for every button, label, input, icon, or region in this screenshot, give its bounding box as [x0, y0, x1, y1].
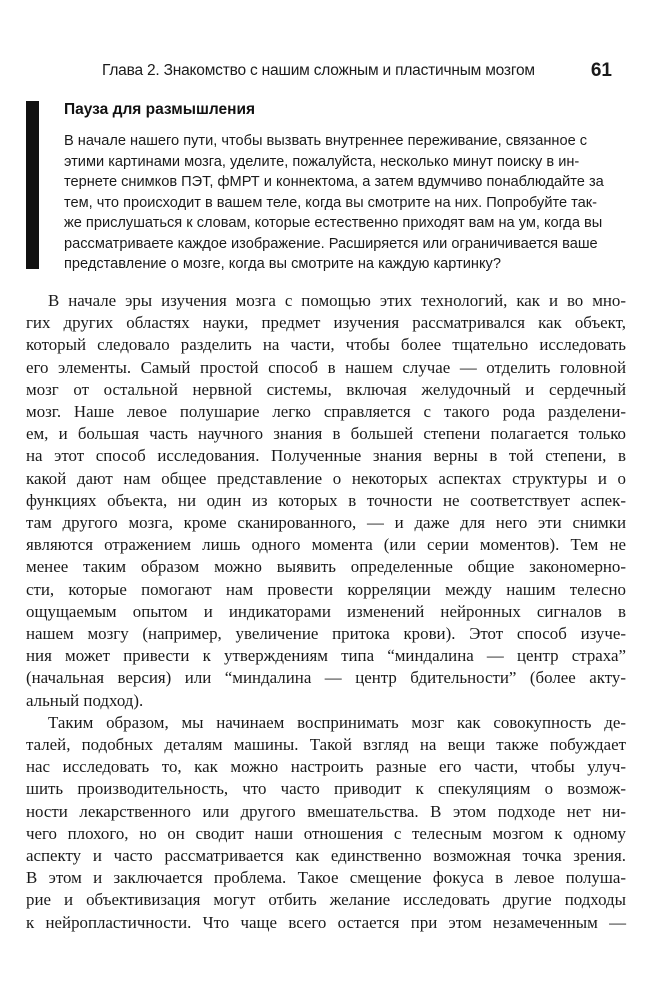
reflection-line: тем, что происходит в вашем теле, когда вы смотрите на них. Попробуйте так- — [64, 194, 598, 211]
text-line: который следовало разделить на части, чтобы более тщательно исследовать — [26, 335, 626, 355]
text-line: В этом и заключается проблема. Такое смещение фокуса в левое полуша- — [26, 868, 626, 888]
reflection-text — [64, 131, 626, 275]
running-header — [102, 60, 612, 84]
paragraph — [26, 712, 626, 934]
text-line: мозг от остальной нервной системы, включая желудочный и сердечный — [26, 379, 626, 399]
text-line: ем, и большая часть научного знания в большей степени полагается только — [26, 424, 626, 444]
reflection-line: же прислушаться к словам, которые естественно приходят вам на ум, когда вы — [64, 215, 603, 231]
reflection-line: этими картинами мозга, уделите, пожалуйста, несколько минут поиску в ин- — [64, 153, 580, 170]
text-line: к нейропластичности. Что чаще всего остается при этом незамеченным — — [26, 912, 626, 932]
text-line: альный подход). — [26, 690, 144, 710]
text-line: функциях объекта, ни один из которых в точности не соответствует аспек- — [26, 490, 626, 510]
text-line: ощущаемым опытом и индикаторами изменений нейронных сигналов в — [26, 601, 626, 621]
text-line: на этот способ исследования. Полученные знания верны в той степени, в — [26, 446, 626, 466]
text-line: Таким образом, мы начинаем воспринимать мозг как совокупность де- — [48, 712, 626, 732]
chapter-title: Глава 2. Знакомство с нашим сложным и пластичным мозгом — [102, 62, 535, 79]
paragraph — [26, 290, 626, 712]
reflection-line: тернете снимков ПЭТ, фМРТ и коннектома, а затем вдумчиво понаблюдайте за — [64, 174, 604, 190]
reflection-title: Пауза для размышления — [64, 101, 256, 118]
text-line: там другого мозга, кроме сканированного, — и даже для него эти снимки — [26, 513, 626, 533]
text-line: чего плохого, но он сводит наши отношения с телесным мозгом к одному — [26, 823, 626, 843]
text-line: ния может привести к утверждениям типа “миндалина — центр страха” — [26, 646, 626, 666]
reflection-box — [26, 101, 626, 273]
text-line: нас исследовать то, как можно настроить разные его части, чтобы улуч- — [26, 757, 626, 777]
reflection-line: представление о мозге, когда вы смотрите на каждую картинку? — [64, 256, 501, 272]
text-line: талей, подобных деталям машины. Такой взгляд на вещи также побуждает — [26, 735, 626, 755]
text-line: его элементы. Самый простой способ в нашем случае — отделить головной — [26, 357, 626, 377]
text-line: являются отражением лишь одного момента (или серии моментов). Тем не — [26, 535, 626, 555]
text-line: мозг. Наше левое полушарие легко справляется с такого рода разделени- — [26, 402, 626, 422]
text-line: какой дают нам общее представление о некоторых аспектах структуры и о — [26, 468, 626, 488]
text-line: гих других областях науки, предмет изучения рассматривался как объект, — [26, 313, 626, 333]
text-line: (начальная версия) или “миндалина — центр бдительности” (более акту- — [26, 668, 626, 688]
sidebar-accent-bar — [26, 101, 39, 269]
text-line: сти, которые помогают нам провести корреляции между нашим телесно — [26, 579, 626, 599]
text-line: нашем мозгу (например, увеличение притока крови). Этот способ изуче- — [26, 624, 626, 644]
page-number: 61 — [590, 60, 612, 81]
text-line: аспекту и часто рассматривается как единственно возможная точка зрения. — [26, 846, 626, 866]
text-line: шить производительность, что часто приводит к спекуляциям о возмож- — [26, 779, 626, 799]
text-line: рие и объективизация могут отбить желание исследовать другие подходы — [26, 890, 626, 910]
body-text — [26, 290, 626, 934]
text-line: менее таким образом можно выявить определенные общие закономерно- — [26, 557, 626, 577]
reflection-line: рассматриваете каждое изображение. Расширяется или ограничивается ваше — [64, 235, 598, 252]
reflection-line: В начале нашего пути, чтобы вызвать внутреннее переживание, связанное с — [64, 133, 588, 149]
text-line: ности лекарственного или другого вмешательства. В этом подходе нет ни- — [26, 801, 626, 821]
text-line: В начале эры изучения мозга с помощью этих технологий, как и во мно- — [48, 291, 626, 310]
